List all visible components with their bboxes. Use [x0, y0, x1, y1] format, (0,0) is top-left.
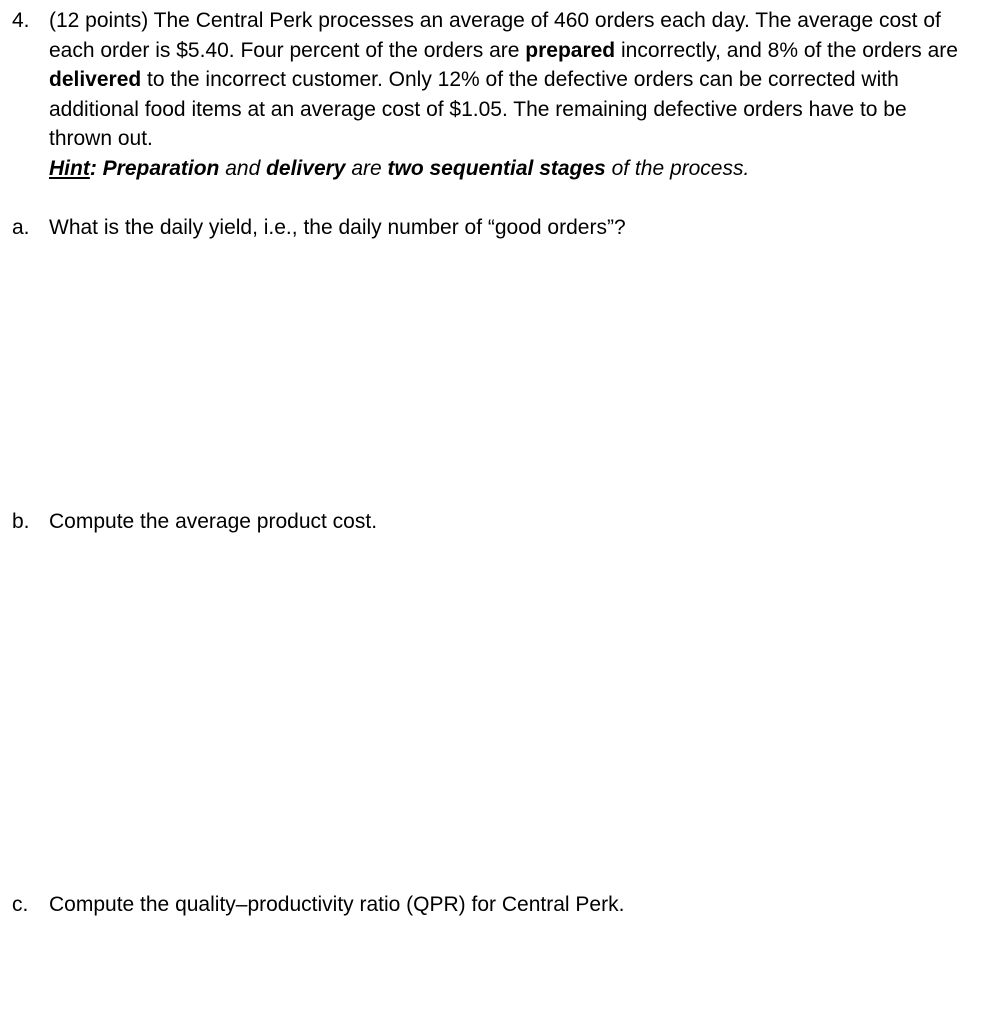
problem-text-1: The Central Perk processes an average of 460 orders each day. The average cost of each order is $5.40. Four percent of the orders are [49, 9, 941, 62]
hint-word-delivery: delivery [266, 156, 346, 180]
question-c [12, 890, 624, 919]
question-a [12, 213, 626, 242]
problem-paragraph [49, 6, 972, 154]
problem-body [49, 6, 972, 183]
hint-text-2: are [345, 156, 388, 180]
question-c-letter: c. [12, 893, 29, 916]
problem-text-3: to the incorrect customer. Only 12% of the defective orders can be corrected with additional food items at an average cost of $1.05. The remaining defective orders have to be thrown out. [49, 68, 907, 150]
question-b-text: Compute the average product cost. [49, 510, 378, 533]
hint-colon: : [89, 156, 97, 180]
hint-word-preparation: Preparation [102, 156, 220, 180]
hint-word-stages: two sequential stages [387, 156, 606, 180]
hint-text-3: of the process. [605, 156, 750, 180]
question-c-text: Compute the quality–productivity ratio (QPR) for Central Perk. [49, 893, 625, 916]
question-a-letter: a. [12, 216, 30, 239]
problem-row [12, 6, 972, 183]
question-a-text: What is the daily yield, i.e., the daily number of “good orders”? [49, 216, 626, 239]
problem-bold-prepared: prepared [525, 38, 616, 62]
problem-points: (12 points) [49, 9, 149, 32]
hint-line [49, 154, 972, 184]
problem-statement [12, 6, 972, 183]
question-b [12, 507, 377, 536]
problem-bold-delivered: delivered [49, 68, 142, 91]
hint-text-1: and [219, 156, 267, 180]
hint-label: Hint [49, 156, 90, 180]
problem-number: 4. [12, 9, 30, 32]
problem-text-2: incorrectly, and 8% of the orders are [615, 38, 958, 62]
question-b-letter: b. [12, 510, 30, 533]
